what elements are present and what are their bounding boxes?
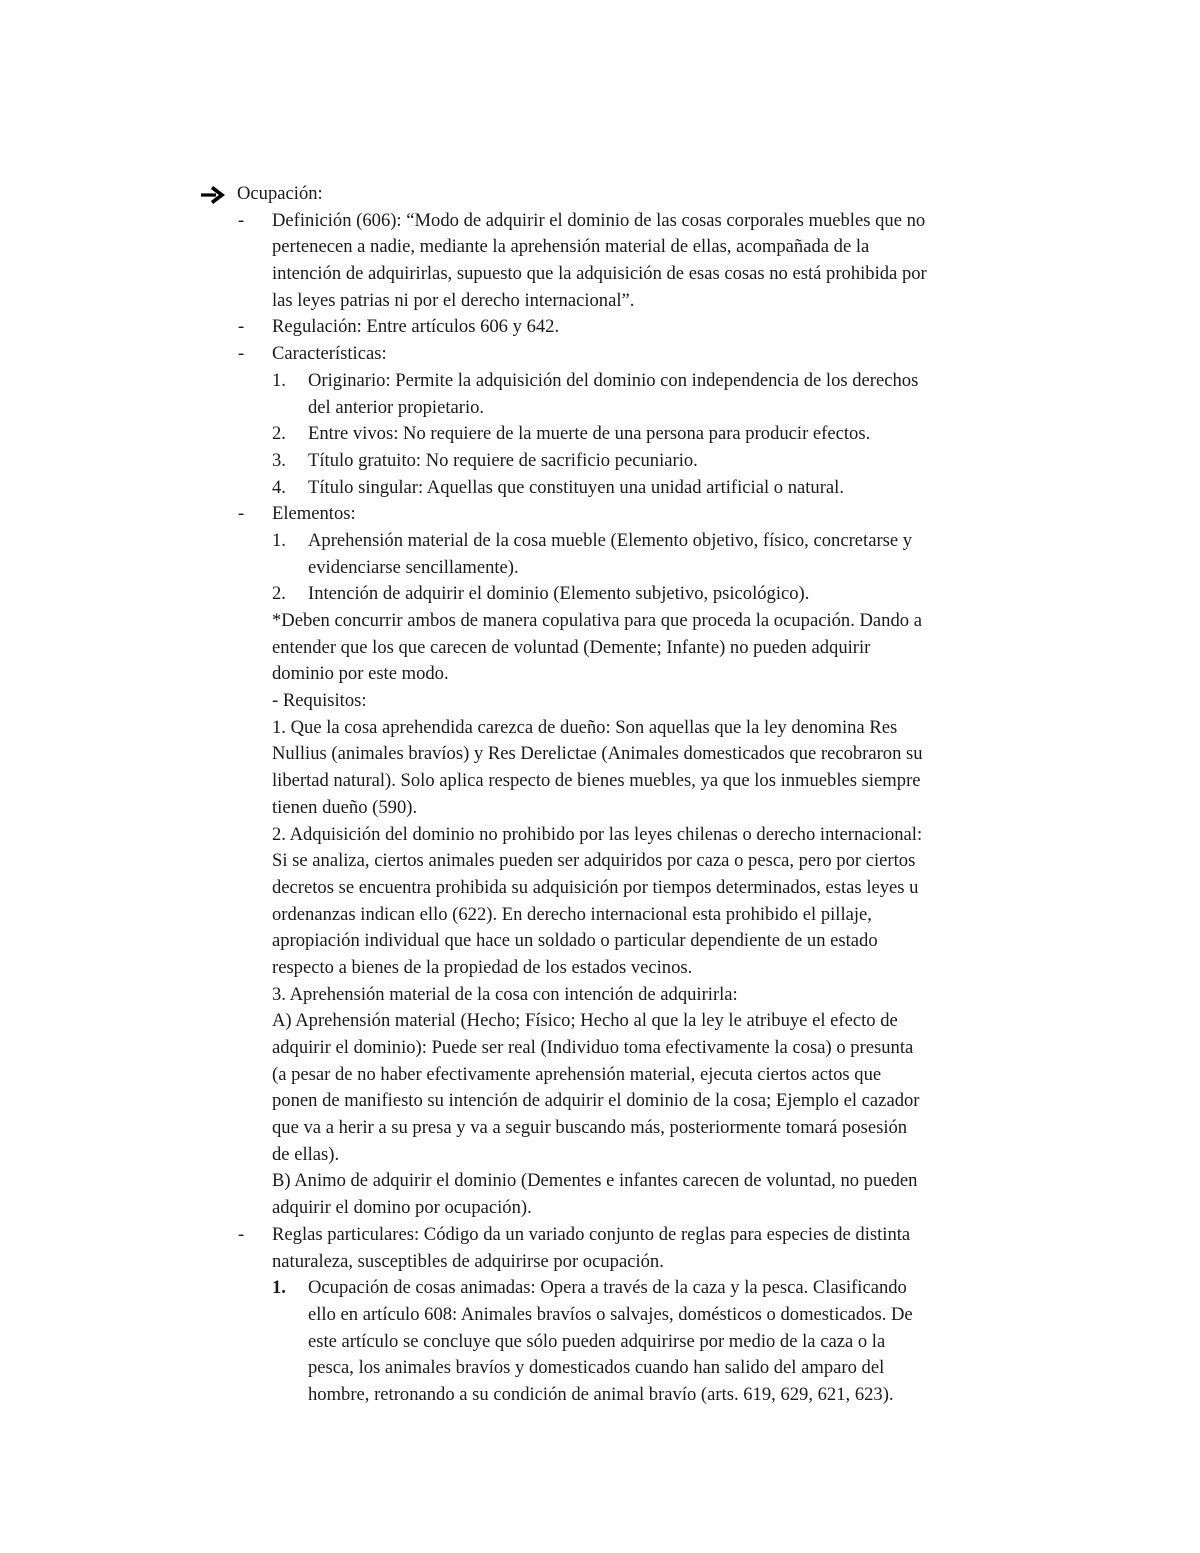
caracteristicas-title-line (0, 341, 1200, 368)
requisito-line (0, 1035, 1200, 1062)
list-item-text: ello en artículo 608: Animales bravíos o salvajes, domésticos o domesticados. De (308, 1303, 913, 1325)
heading-line (0, 181, 1200, 208)
requisito-text: B) Animo de adquirir el dominio (Dementes e infantes carecen de voluntad, no pueden (272, 1170, 918, 1192)
list-number: 4. (272, 476, 286, 498)
requisito-text: de ellas). (272, 1143, 340, 1165)
requisito-text: libertad natural). Solo aplica respecto de bienes muebles, ya que los inmuebles siempre (272, 770, 921, 792)
document-body (0, 181, 1200, 1409)
definicion-line (0, 261, 1200, 288)
regulacion-text: Regulación: Entre artículos 606 y 642. (272, 316, 560, 338)
requisito-text: 2. Adquisición del dominio no prohibido por las leyes chilenas o derecho internacional: (272, 823, 923, 845)
requisito-text: Nullius (animales bravíos) y Res Derelictae (Animales domesticados que recobraron su (272, 743, 923, 765)
list-item-text: Título gratuito: No requiere de sacrificio pecuniario. (308, 449, 698, 471)
reglas-line (0, 1249, 1200, 1276)
dash-bullet: - (238, 209, 245, 231)
definicion-text: pertenecen a nadie, mediante la aprehensión material de ellas, acompañada de la (272, 236, 870, 258)
caracteristicas-title: Características: (272, 343, 387, 365)
list-item-text: Entre vivos: No requiere de la muerte de una persona para producir efectos. (308, 423, 871, 445)
requisito-text: adquirir el domino por ocupación). (272, 1197, 532, 1219)
requisito-text: ordenanzas indican ello (622). En derecho internacional esta prohibido el pillaje, (272, 903, 872, 925)
list-item (0, 581, 1200, 608)
definicion-text: las leyes patrias ni por el derecho internacional”. (272, 289, 635, 311)
requisito-line (0, 795, 1200, 822)
definicion-text: Definición (606): “Modo de adquirir el dominio de las cosas corporales muebles que no (272, 209, 926, 231)
list-item (0, 1275, 1200, 1302)
dash-bullet: - (238, 503, 245, 525)
list-item-text: Aprehensión material de la cosa mueble (Elemento objetivo, físico, concretarse y (308, 529, 913, 551)
requisito-line (0, 715, 1200, 742)
list-item-continuation (0, 1355, 1200, 1382)
reglas-text: Reglas particulares: Código da un variado conjunto de reglas para especies de distinta (272, 1223, 911, 1245)
requisito-line (0, 902, 1200, 929)
requisito-line (0, 928, 1200, 955)
requisito-text: 3. Aprehensión material de la cosa con intención de adquirirla: (272, 983, 738, 1005)
list-number: 1. (272, 529, 286, 551)
requisito-line (0, 1008, 1200, 1035)
requisito-line (0, 1062, 1200, 1089)
list-item-continuation (0, 1382, 1200, 1409)
requisito-line (0, 768, 1200, 795)
list-item (0, 448, 1200, 475)
list-item-continuation (0, 395, 1200, 422)
requisito-line (0, 1088, 1200, 1115)
requisitos-title: - Requisitos: (272, 690, 367, 712)
requisitos-title-line (0, 688, 1200, 715)
requisito-line (0, 955, 1200, 982)
right-arrow-icon (200, 186, 226, 204)
list-item (0, 475, 1200, 502)
list-number: 2. (272, 423, 286, 445)
list-number: 1. (272, 369, 286, 391)
requisito-text: decretos se encuentra prohibida su adquisición por tiempos determinados, estas leyes u (272, 876, 919, 898)
list-item (0, 528, 1200, 555)
requisito-text: apropiación individual que hace un soldado o particular dependiente de un estado (272, 930, 878, 952)
requisito-text: ponen de manifiesto su intención de adquirir el dominio de la cosa; Ejemplo el cazador (272, 1090, 920, 1112)
list-item-text: del anterior propietario. (308, 396, 485, 418)
requisito-line (0, 1168, 1200, 1195)
requisito-line (0, 1195, 1200, 1222)
requisito-line (0, 1142, 1200, 1169)
requisito-text: 1. Que la cosa aprehendida carezca de dueño: Son aquellas que la ley denomina Res (272, 716, 898, 738)
requisito-text: tienen dueño (590). (272, 796, 418, 818)
list-item-text: Ocupación de cosas animadas: Opera a través de la caza y la pesca. Clasificando (308, 1277, 907, 1299)
regulacion-line (0, 314, 1200, 341)
requisito-text: que va a herir a su presa y va a seguir buscando más, posteriormente tomará posesión (272, 1117, 908, 1139)
section-title: Ocupación: (237, 183, 323, 204)
definicion-text: intención de adquirirlas, supuesto que la adquisición de esas cosas no está prohibida por (272, 263, 927, 285)
requisito-text: (a pesar de no haber efectivamente aprehensión material, ejecuta ciertos actos que (272, 1063, 882, 1085)
list-item-text: evidenciarse sencillamente). (308, 556, 519, 578)
list-item-text: Intención de adquirir el dominio (Elemento subjetivo, psicológico). (308, 583, 810, 605)
dash-bullet: - (238, 316, 245, 338)
requisito-line (0, 875, 1200, 902)
list-item-continuation (0, 555, 1200, 582)
list-item-text: hombre, retronando a su condición de animal bravío (arts. 619, 629, 621, 623). (308, 1383, 894, 1405)
elementos-title: Elementos: (272, 503, 356, 525)
requisito-text: respecto a bienes de la propiedad de los estados vecinos. (272, 956, 693, 978)
requisito-line (0, 1115, 1200, 1142)
reglas-text: naturaleza, susceptibles de adquirirse por ocupación. (272, 1250, 664, 1272)
note-line (0, 608, 1200, 635)
definicion-line (0, 234, 1200, 261)
list-item (0, 368, 1200, 395)
note-line (0, 661, 1200, 688)
list-number: 2. (272, 583, 286, 605)
note-text: entender que los que carecen de voluntad (Demente; Infante) no pueden adquirir (272, 636, 871, 658)
requisito-line (0, 848, 1200, 875)
note-text: dominio por este modo. (272, 663, 449, 685)
requisito-text: Si se analiza, ciertos animales pueden ser adquiridos por caza o pesca, pero por ciertos (272, 850, 916, 872)
definicion-line (0, 288, 1200, 315)
list-item-text: este artículo se concluye que sólo pueden adquirirse por medio de la caza o la (308, 1330, 886, 1352)
requisito-line (0, 741, 1200, 768)
dash-bullet: - (238, 343, 245, 365)
requisito-line (0, 982, 1200, 1009)
definicion-line (0, 208, 1200, 235)
list-number: 3. (272, 449, 286, 471)
list-item-continuation (0, 1329, 1200, 1356)
list-item-continuation (0, 1302, 1200, 1329)
list-item (0, 421, 1200, 448)
list-number: 1. (272, 1277, 286, 1299)
elementos-title-line (0, 501, 1200, 528)
dash-bullet: - (238, 1223, 245, 1245)
requisito-text: A) Aprehensión material (Hecho; Físico; Hecho al que la ley le atribuye el efecto de (272, 1010, 898, 1032)
list-item-text: Originario: Permite la adquisición del dominio con independencia de los derechos (308, 369, 919, 391)
reglas-line (0, 1222, 1200, 1249)
requisito-text: adquirir el dominio): Puede ser real (Individuo toma efectivamente la cosa) o presunta (272, 1037, 914, 1058)
requisito-line (0, 822, 1200, 849)
note-line (0, 635, 1200, 662)
note-text: *Deben concurrir ambos de manera copulativa para que proceda la ocupación. Dando a (272, 610, 922, 631)
list-item-text: Título singular: Aquellas que constituyen una unidad artificial o natural. (308, 476, 844, 498)
list-item-text: pesca, los animales bravíos y domesticados cuando han salido del amparo del (308, 1357, 885, 1379)
